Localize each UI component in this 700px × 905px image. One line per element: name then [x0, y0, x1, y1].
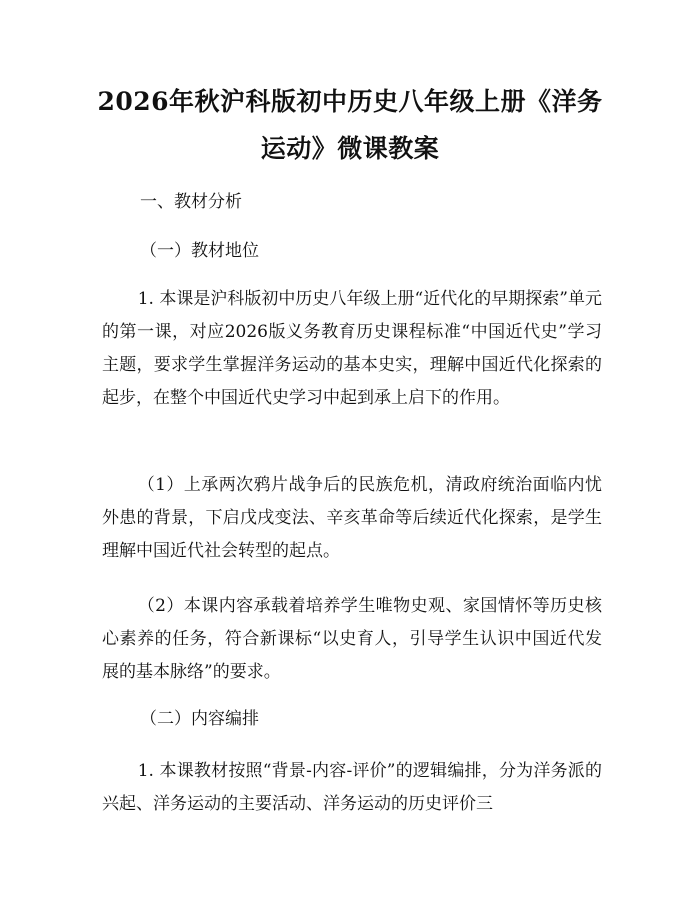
section-heading-teaching-material-analysis: 一、教材分析: [140, 192, 242, 212]
paragraph-course-overview: 1. 本课是沪科版初中历史八年级上册“近代化的早期探索”单元的第一课，对应2026版义务教育历史课程标准“中国近代史”学习主题，要求学生掌握洋务运动的基本史实，理解中国近代化探索的起步，在整个中国近代史学习中起到承上启下的作用。: [102, 289, 602, 408]
subsection-heading-content-arrangement: （二）内容编排: [140, 709, 259, 729]
paragraph-content-arrangement: 1. 本课教材按照“背景-内容-评价”的逻辑编排，分为洋务派的兴起、洋务运动的主要活动、洋务运动的历史评价三: [102, 761, 602, 814]
paragraph-point-2: （2）本课内容承载着培养学生唯物史观、家国情怀等历史核心素养的任务，符合新课标“以史育人，引导学生认识中国近代发展的基本脉络”的要求。: [102, 596, 602, 682]
paragraph-point-1: （1）上承两次鸦片战争后的民族危机，清政府统治面临内忧外患的背景，下启戊戌变法、辛亥革命等后续近代化探索，是学生理解中国近代社会转型的起点。: [102, 475, 602, 561]
subsection-heading-material-position: （一）教材地位: [140, 241, 259, 261]
document-title: 2026年秋沪科版初中历史八年级上册《洋务运动》微课教案: [97, 87, 603, 163]
